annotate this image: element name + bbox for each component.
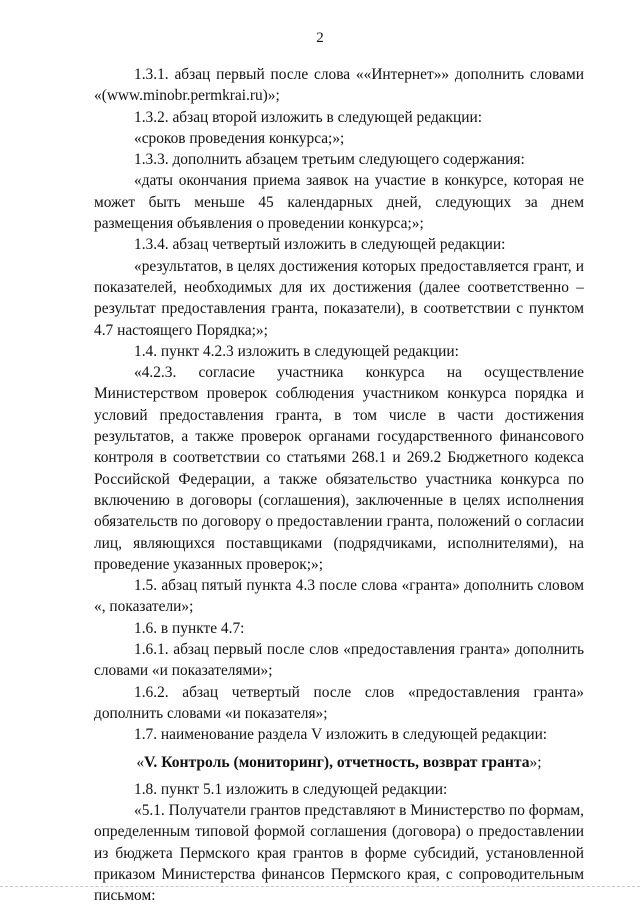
paragraph: «сроков проведения конкурса;»; <box>134 129 345 147</box>
paragraph: 1.8. пункт 5.1 изложить в следующей редакции: <box>134 780 448 798</box>
paragraph: 1.6.1. абзац первый после слов «предоставления гранта» дополнить словами «и показателями»; <box>94 641 584 680</box>
page-number: 2 <box>316 30 324 46</box>
heading-open-quote: « <box>136 753 145 771</box>
paragraph: 1.6. в пункте 4.7: <box>134 619 245 637</box>
paragraph: «даты окончания приема заявок на участие в конкурсе, которая не может быть меньше 45 календарных дней, следующих за днем размещения объявления о проведении конкурса;»; <box>94 172 584 233</box>
heading-title: V. Контроль (мониторинг), отчетность, возврат гранта <box>144 753 530 771</box>
document-body <box>94 64 584 907</box>
paragraph: «4.2.3. согласие участника конкурса на осуществление Министерством проверок соблюдения участником конкурса порядка и условий предоставления гранта, в том числе в части достижения результатов, а также проверок органами государственного финансового контроля в соответствии со статьями 268.1 и 269.2 Бюджетного кодекса Российской Федерации, а также обязательство участника конкурса по включению в договоры (соглашения), заключенные в целях исполнения обязательств по договору о предоставлении гранта, положений о согласии лиц, являющихся поставщиками (подрядчиками, исполнителями), на проведение указанных проверок;»; <box>94 364 584 573</box>
section-heading <box>94 752 584 773</box>
paragraph: 1.3.2. абзац второй изложить в следующей редакции: <box>134 108 482 126</box>
paragraph: 1.5. абзац пятый пункта 4.3 после слова «гранта» дополнить словом «, показатели»; <box>94 577 584 616</box>
paragraph: «результатов, в целях достижения которых предоставляется грант, и показателей, необходимых для их достижения (далее соответственно – результат предоставления гранта, показатели), в соответствии с пунктом 4.7 настоящего Порядка;»; <box>94 257 584 339</box>
page-edge-line <box>0 886 640 888</box>
paragraph: 1.7. наименование раздела V изложить в следующей редакции: <box>134 726 548 744</box>
paragraph: 1.3.3. дополнить абзацем третьим следующего содержания: <box>134 151 525 169</box>
paragraph: 1.4. пункт 4.2.3 изложить в следующей редакции: <box>134 342 459 360</box>
heading-close-quote: »; <box>529 753 542 771</box>
paragraph: 1.6.2. абзац четвертый после слов «предоставления гранта» дополнить словами «и показателя»; <box>94 683 584 722</box>
paragraph: 1.3.1. абзац первый после слова ««Интернет»» дополнить словами «(www.minobr.permkrai.ru)»; <box>94 66 584 105</box>
paragraph: «5.1. Получатели грантов представляют в Министерство по формам, определенным типовой формой соглашения (договора) о предоставлении из бюджета Пермского края грантов в форме субсидий, установленной приказом Министерства финансов Пермского края, с сопроводительным письмом: <box>94 802 584 905</box>
paragraph: 1.3.4. абзац четвертый изложить в следующей редакции: <box>134 236 506 254</box>
